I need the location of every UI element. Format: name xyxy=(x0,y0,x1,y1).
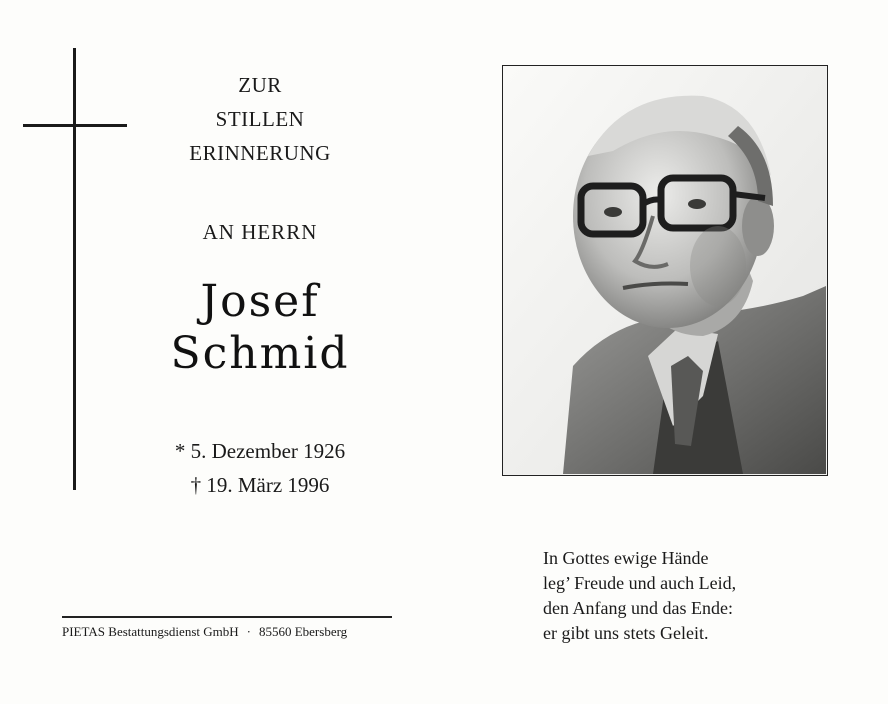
cross-vertical xyxy=(73,48,76,490)
death-date: † 19. März 1996 xyxy=(190,473,330,497)
heading-line-2: STILLEN xyxy=(215,107,305,131)
deceased-name xyxy=(120,276,400,380)
life-dates xyxy=(130,434,390,502)
poem-line-4: er gibt uns stets Geleit. xyxy=(543,623,709,643)
footer-divider xyxy=(62,616,392,618)
poem-line-3: den Anfang und das Ende: xyxy=(543,598,733,618)
portrait-photo xyxy=(502,65,828,476)
cross-horizontal xyxy=(23,124,127,127)
heading-line-3: ERINNERUNG xyxy=(189,141,331,165)
birth-date: * 5. Dezember 1926 xyxy=(174,439,346,463)
salutation: AN HERRN xyxy=(202,220,318,244)
first-name: Josef xyxy=(200,276,320,327)
poem-line-2: leg’ Freude und auch Leid, xyxy=(543,573,737,593)
footer-location: 85560 Ebersberg xyxy=(258,624,348,639)
last-name: Schmid xyxy=(170,328,350,379)
portrait-illustration xyxy=(503,66,826,474)
poem xyxy=(543,546,736,646)
poem-line-1: In Gottes ewige Hände xyxy=(543,548,709,568)
heading-line-1: ZUR xyxy=(238,73,282,97)
footer xyxy=(62,624,347,640)
footer-company: PIETAS Bestattungsdienst GmbH xyxy=(62,624,239,639)
memorial-heading xyxy=(130,68,390,170)
footer-separator: · xyxy=(246,624,251,639)
